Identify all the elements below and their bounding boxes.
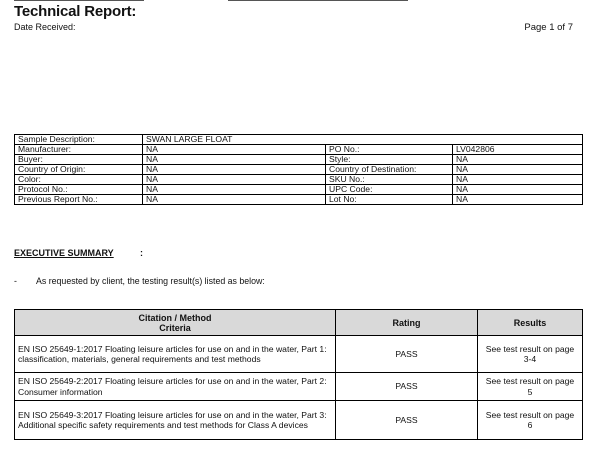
info-row (15, 185, 583, 195)
results-row (15, 401, 583, 440)
info-value: NA (143, 195, 326, 205)
sample-info-table (14, 134, 583, 205)
header-rule-right (228, 0, 408, 1)
info-label: Manufacturer: (15, 145, 143, 155)
rating-cell: PASS (336, 373, 478, 401)
info-value: NA (143, 145, 326, 155)
rating-cell: PASS (336, 336, 478, 373)
citation-header (15, 310, 336, 336)
info-label: Previous Report No.: (15, 195, 143, 205)
info-label: PO No.: (326, 145, 453, 155)
result-cell: See test result on page 5 (478, 373, 583, 401)
date-received-label: Date Received: (14, 22, 76, 32)
info-label: Country of Destination: (326, 165, 453, 175)
header-rule-left (14, 0, 144, 1)
info-value: LV042806 (453, 145, 583, 155)
executive-summary-heading (14, 248, 114, 258)
info-label: UPC Code: (326, 185, 453, 195)
executive-summary-colon: : (140, 248, 143, 258)
criteria-cell: EN ISO 25649-2:2017 Floating leisure articles for use on and in the water, Part 2: Consumer information (15, 373, 336, 401)
info-label: SKU No.: (326, 175, 453, 185)
executive-summary-bullet (14, 276, 265, 286)
result-cell: See test result on page 3-4 (478, 336, 583, 373)
rating-header: Rating (336, 310, 478, 336)
executive-summary-title: EXECUTIVE SUMMARY (14, 248, 114, 258)
info-row (15, 175, 583, 185)
criteria-cell: EN ISO 25649-3:2017 Floating leisure articles for use on and in the water, Part 3: Additional specific safety requirements and test methods for Class A devices (15, 401, 336, 440)
info-label: Buyer: (15, 155, 143, 165)
bullet-dash: - (14, 276, 17, 286)
rating-cell: PASS (336, 401, 478, 440)
citation-header-line2: Criteria (159, 322, 191, 333)
result-cell: See test result on page 6 (478, 401, 583, 440)
info-row (15, 195, 583, 205)
bullet-text: As requested by client, the testing result(s) listed as below: (36, 276, 265, 286)
info-value: NA (453, 185, 583, 195)
page-number: Page 1 of 7 (524, 22, 573, 33)
results-table (14, 309, 583, 440)
info-row (15, 165, 583, 175)
info-value: NA (453, 175, 583, 185)
info-row (15, 145, 583, 155)
info-row (15, 155, 583, 165)
info-label: Color: (15, 175, 143, 185)
results-row (15, 336, 583, 373)
info-label: Sample Description: (15, 135, 143, 145)
info-value: NA (143, 175, 326, 185)
report-title: Technical Report: (14, 3, 137, 20)
results-row (15, 373, 583, 401)
citation-header-line1: Citation / Method (138, 312, 212, 323)
info-row-sample (15, 135, 583, 145)
info-label: Country of Origin: (15, 165, 143, 175)
results-header-row (15, 310, 583, 336)
info-label: Protocol No.: (15, 185, 143, 195)
results-header: Results (478, 310, 583, 336)
info-value: NA (143, 165, 326, 175)
info-value: NA (143, 185, 326, 195)
info-value: NA (453, 165, 583, 175)
criteria-cell: EN ISO 25649-1:2017 Floating leisure articles for use on and in the water, Part 1: classification, materials, general requirements and test methods (15, 336, 336, 373)
info-value: NA (143, 155, 326, 165)
info-label: Style: (326, 155, 453, 165)
info-value: NA (453, 195, 583, 205)
info-label: Lot No: (326, 195, 453, 205)
info-value: SWAN LARGE FLOAT (143, 135, 583, 145)
info-value: NA (453, 155, 583, 165)
